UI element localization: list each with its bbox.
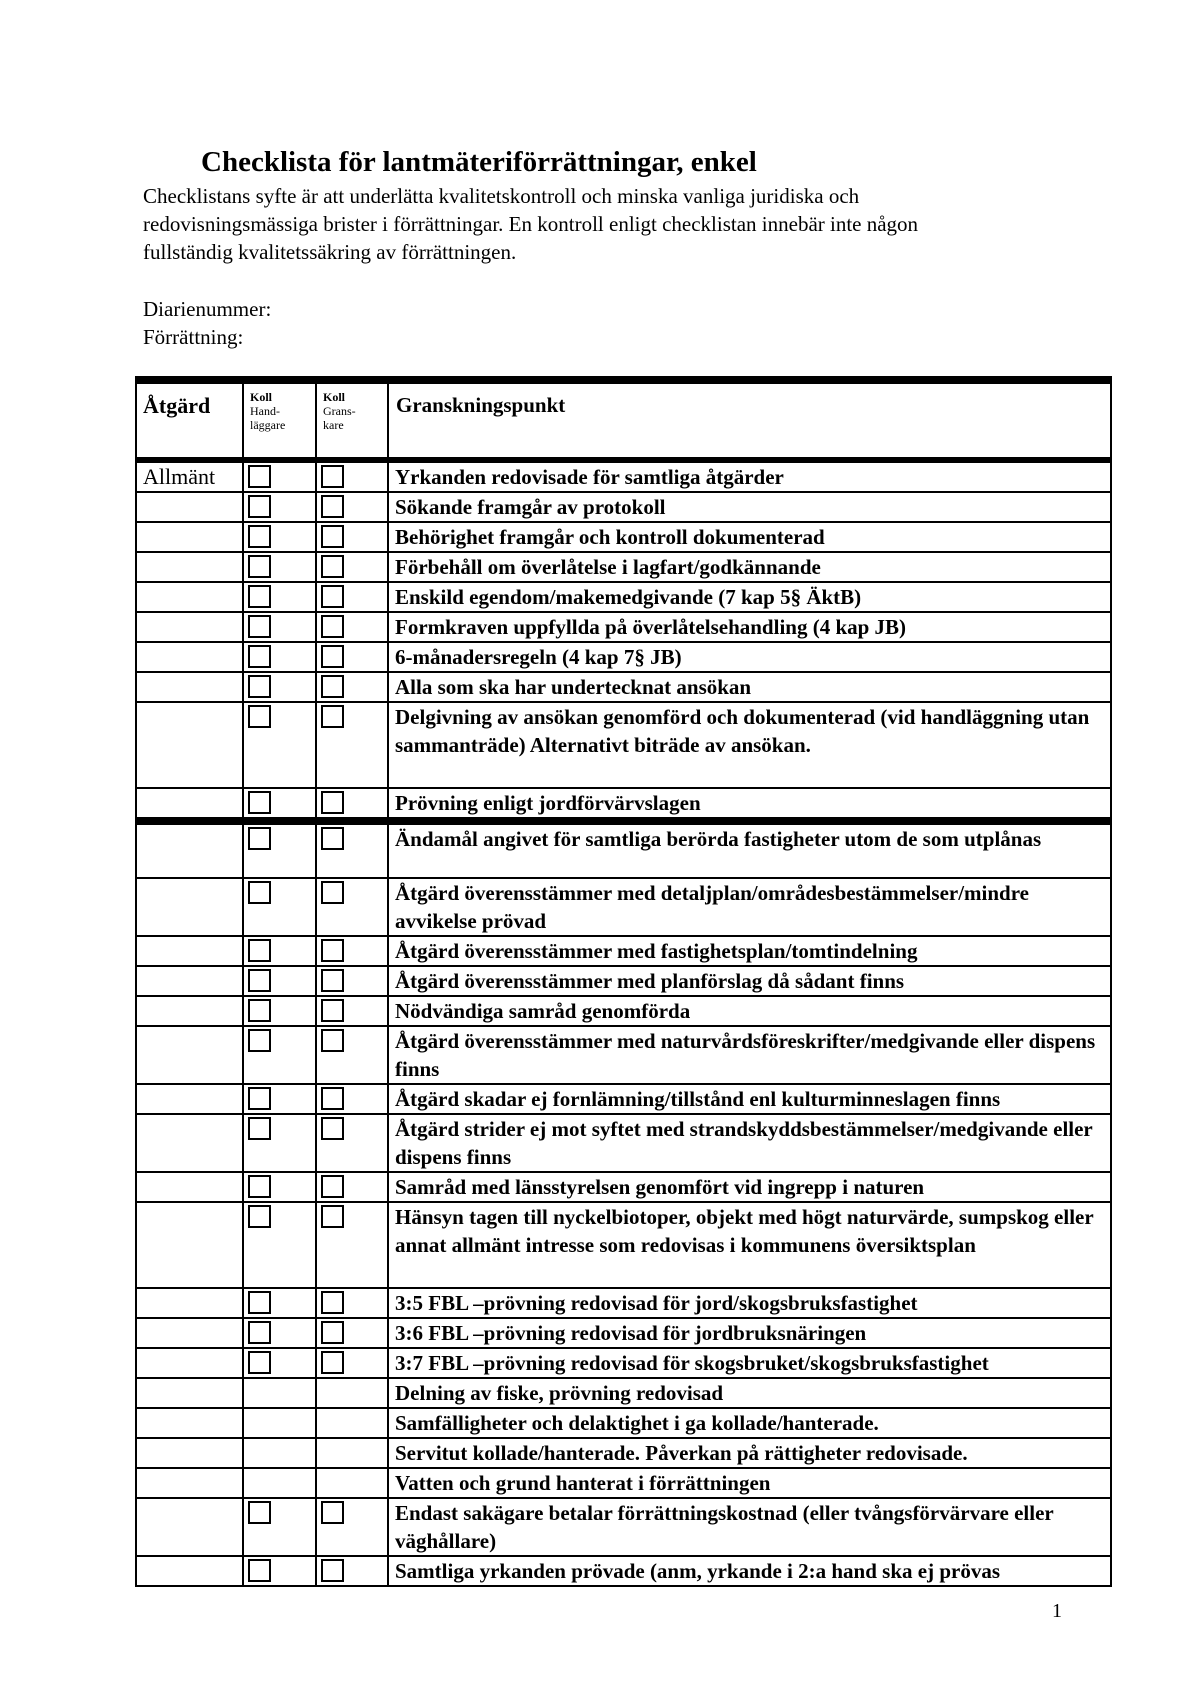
row-section: Allmänt [136, 460, 243, 492]
table-row [136, 1084, 1111, 1114]
row-section [136, 1408, 243, 1438]
koll-granskare-cell [316, 1468, 388, 1498]
koll-handlaggare-cell [243, 1378, 316, 1408]
koll-handlaggare-checkbox[interactable] [248, 791, 271, 814]
koll-granskare-cell [316, 492, 388, 522]
koll-granskare-cell [316, 552, 388, 582]
granskningspunkt-text: Samråd med länsstyrelsen genomfört vid ingrepp i naturen [388, 1172, 1111, 1202]
granskningspunkt-text: Samtliga yrkanden prövade (anm, yrkande i 2:a hand ska ej prövas [388, 1556, 1111, 1586]
table-row [136, 1438, 1111, 1468]
granskningspunkt-text: Endast sakägare betalar förrättningskostnad (eller tvångsförvärvare eller väghållare) [388, 1498, 1111, 1556]
row-section [136, 878, 243, 936]
table-row [136, 966, 1111, 996]
row-section [136, 996, 243, 1026]
koll-handlaggare-cell [243, 788, 316, 821]
table-row [136, 1026, 1111, 1084]
koll-granskare-checkbox[interactable] [321, 1321, 344, 1344]
granskningspunkt-text: Åtgärd överensstämmer med planförslag då sådant finns [388, 966, 1111, 996]
koll-handlaggare-checkbox[interactable] [248, 465, 271, 488]
row-section [136, 1378, 243, 1408]
koll-handlaggare-cell [243, 1114, 316, 1172]
row-section [136, 1202, 243, 1288]
table-row [136, 460, 1111, 492]
koll-granskare-cell [316, 1288, 388, 1318]
header-atgard: Åtgärd [136, 380, 243, 460]
table-row [136, 702, 1111, 788]
koll-granskare-checkbox[interactable] [321, 1501, 344, 1524]
koll-handlaggare-checkbox[interactable] [248, 1029, 271, 1052]
koll-handlaggare-checkbox[interactable] [248, 1321, 271, 1344]
koll-handlaggare-cell [243, 1468, 316, 1498]
forrattning-label: Förrättning: [143, 325, 244, 349]
table-row [136, 788, 1111, 821]
table-row [136, 1114, 1111, 1172]
table-row [136, 522, 1111, 552]
koll-granskare-cell [316, 460, 388, 492]
koll-granskare-cell [316, 612, 388, 642]
intro-line: fullständig kvalitetssäkring av förrättningen. [143, 240, 517, 264]
koll-granskare-cell [316, 1498, 388, 1556]
table-row [136, 996, 1111, 1026]
koll-granskare-checkbox[interactable] [321, 1559, 344, 1582]
koll-handlaggare-checkbox[interactable] [248, 881, 271, 904]
koll-granskare-cell [316, 996, 388, 1026]
row-section [136, 552, 243, 582]
koll-granskare-checkbox[interactable] [321, 881, 344, 904]
koll-handlaggare-cell [243, 878, 316, 936]
granskningspunkt-text: Formkraven uppfyllda på överlåtelsehandling (4 kap JB) [388, 612, 1111, 642]
intro-text [143, 182, 1103, 266]
koll-handlaggare-cell [243, 460, 316, 492]
koll-granskare-checkbox[interactable] [321, 1175, 344, 1198]
koll-granskare-cell [316, 1202, 388, 1288]
koll-handlaggare-checkbox[interactable] [248, 705, 271, 728]
koll-handlaggare-cell [243, 1026, 316, 1084]
row-section [136, 642, 243, 672]
table-row [136, 1498, 1111, 1556]
koll-handlaggare-checkbox[interactable] [248, 1117, 271, 1140]
row-section [136, 966, 243, 996]
koll-granskare-cell [316, 642, 388, 672]
granskningspunkt-text: Alla som ska har undertecknat ansökan [388, 672, 1111, 702]
koll-handlaggare-checkbox[interactable] [248, 1501, 271, 1524]
table-row [136, 1408, 1111, 1438]
koll-handlaggare-checkbox[interactable] [248, 1351, 271, 1374]
table-row [136, 821, 1111, 878]
koll-granskare-cell [316, 1318, 388, 1348]
checklist-body [136, 460, 1111, 1586]
koll-handlaggare-checkbox[interactable] [248, 675, 271, 698]
koll-granskare-cell [316, 1084, 388, 1114]
table-header-row [136, 380, 1111, 460]
koll-granskare-cell [316, 702, 388, 788]
row-section [136, 1438, 243, 1468]
row-section [136, 1318, 243, 1348]
row-section [136, 1468, 243, 1498]
header-koll-granskare-top: Koll [323, 390, 346, 404]
meta-fields [143, 295, 271, 351]
koll-handlaggare-cell [243, 672, 316, 702]
koll-handlaggare-checkbox[interactable] [248, 1175, 271, 1198]
koll-handlaggare-checkbox[interactable] [248, 555, 271, 578]
koll-handlaggare-cell [243, 642, 316, 672]
header-koll-handlaggare-line2: läggare [250, 418, 286, 432]
row-section [136, 702, 243, 788]
table-row [136, 642, 1111, 672]
header-koll-handlaggare-top: Koll [250, 390, 273, 404]
koll-handlaggare-checkbox[interactable] [248, 969, 271, 992]
row-section [136, 821, 243, 878]
koll-handlaggare-cell [243, 1202, 316, 1288]
table-row [136, 1172, 1111, 1202]
row-section [136, 1348, 243, 1378]
header-koll-handlaggare-line1: Hand- [250, 404, 280, 418]
koll-granskare-cell [316, 1408, 388, 1438]
koll-handlaggare-cell [243, 821, 316, 878]
intro-line: redovisningsmässiga brister i förrättningar. En kontroll enligt checklistan innebär inte någon [143, 212, 919, 236]
granskningspunkt-text: Åtgärd överensstämmer med fastighetsplan/tomtindelning [388, 936, 1111, 966]
table-row [136, 1288, 1111, 1318]
granskningspunkt-text: Förbehåll om överlåtelse i lagfart/godkännande [388, 552, 1111, 582]
koll-handlaggare-checkbox[interactable] [248, 827, 271, 850]
granskningspunkt-text: Nödvändiga samråd genomförda [388, 996, 1111, 1026]
koll-granskare-cell [316, 1438, 388, 1468]
koll-granskare-checkbox[interactable] [321, 1117, 344, 1140]
koll-handlaggare-cell [243, 1318, 316, 1348]
table-row [136, 612, 1111, 642]
koll-granskare-checkbox[interactable] [321, 585, 344, 608]
koll-handlaggare-checkbox[interactable] [248, 939, 271, 962]
checklist-table [135, 376, 1112, 1587]
koll-handlaggare-checkbox[interactable] [248, 1559, 271, 1582]
granskningspunkt-text: Åtgärd överensstämmer med detaljplan/områdesbestämmelser/mindre avvikelse prövad [388, 878, 1111, 936]
koll-handlaggare-checkbox[interactable] [248, 525, 271, 548]
table-row [136, 1348, 1111, 1378]
koll-handlaggare-checkbox[interactable] [248, 615, 271, 638]
koll-handlaggare-cell [243, 1438, 316, 1468]
koll-granskare-cell [316, 1348, 388, 1378]
koll-granskare-checkbox[interactable] [321, 675, 344, 698]
koll-handlaggare-cell [243, 996, 316, 1026]
koll-granskare-cell [316, 878, 388, 936]
granskningspunkt-text: Behörighet framgår och kontroll dokumenterad [388, 522, 1111, 552]
header-koll-granskare-line2: kare [323, 418, 344, 432]
koll-handlaggare-cell [243, 966, 316, 996]
koll-handlaggare-cell [243, 1408, 316, 1438]
koll-handlaggare-checkbox[interactable] [248, 495, 271, 518]
koll-granskare-cell [316, 936, 388, 966]
granskningspunkt-text: 3:7 FBL –prövning redovisad för skogsbruket/skogsbruksfastighet [388, 1348, 1111, 1378]
granskningspunkt-text: Servitut kollade/hanterade. Påverkan på rättigheter redovisade. [388, 1438, 1111, 1468]
granskningspunkt-text: Samfälligheter och delaktighet i ga kollade/hanterade. [388, 1408, 1111, 1438]
koll-handlaggare-cell [243, 612, 316, 642]
row-section [136, 672, 243, 702]
granskningspunkt-text: Delning av fiske, prövning redovisad [388, 1378, 1111, 1408]
koll-handlaggare-checkbox[interactable] [248, 585, 271, 608]
intro-line: Checklistans syfte är att underlätta kvalitetskontroll och minska vanliga juridiska och [143, 184, 860, 208]
koll-granskare-checkbox[interactable] [321, 1291, 344, 1314]
koll-handlaggare-cell [243, 1556, 316, 1586]
granskningspunkt-text: Hänsyn tagen till nyckelbiotoper, objekt med högt naturvärde, sumpskog eller annat allmänt intresse som redovisas i kommunens översiktsplan [388, 1202, 1111, 1288]
page-number: 1 [1052, 1600, 1062, 1622]
row-section [136, 1172, 243, 1202]
granskningspunkt-text: Prövning enligt jordförvärvslagen [388, 788, 1111, 821]
row-section [136, 1026, 243, 1084]
koll-granskare-checkbox[interactable] [321, 1029, 344, 1052]
koll-handlaggare-cell [243, 936, 316, 966]
granskningspunkt-text: 6-månadersregeln (4 kap 7§ JB) [388, 642, 1111, 672]
koll-handlaggare-cell [243, 1084, 316, 1114]
koll-granskare-checkbox[interactable] [321, 465, 344, 488]
row-section [136, 1556, 243, 1586]
koll-handlaggare-checkbox[interactable] [248, 1205, 271, 1228]
koll-granskare-cell [316, 1172, 388, 1202]
granskningspunkt-text: Åtgärd strider ej mot syftet med strandskyddsbestämmelser/medgivande eller dispens finns [388, 1114, 1111, 1172]
granskningspunkt-text: 3:5 FBL –prövning redovisad för jord/skogsbruksfastighet [388, 1288, 1111, 1318]
granskningspunkt-text: 3:6 FBL –prövning redovisad för jordbruksnäringen [388, 1318, 1111, 1348]
row-section [136, 1498, 243, 1556]
table-row [136, 492, 1111, 522]
row-section [136, 522, 243, 552]
koll-handlaggare-cell [243, 1288, 316, 1318]
koll-handlaggare-checkbox[interactable] [248, 645, 271, 668]
diarienummer-label: Diarienummer: [143, 297, 272, 321]
granskningspunkt-text: Sökande framgår av protokoll [388, 492, 1111, 522]
row-section [136, 1114, 243, 1172]
table-row [136, 1556, 1111, 1586]
table-row [136, 936, 1111, 966]
page-title: Checklista för lantmäteriförrättningar, enkel [201, 146, 757, 178]
granskningspunkt-text: Åtgärd skadar ej fornlämning/tillstånd enl kulturminneslagen finns [388, 1084, 1111, 1114]
koll-granskare-cell [316, 1378, 388, 1408]
koll-handlaggare-cell [243, 582, 316, 612]
row-section [136, 788, 243, 821]
granskningspunkt-text: Delgivning av ansökan genomförd och dokumenterad (vid handläggning utan sammanträde) Alternativt biträde av ansökan. [388, 702, 1111, 788]
table-row [136, 1468, 1111, 1498]
header-granskningspunkt: Granskningspunkt [388, 380, 1111, 460]
koll-granskare-cell [316, 1114, 388, 1172]
koll-granskare-cell [316, 966, 388, 996]
koll-handlaggare-cell [243, 492, 316, 522]
koll-handlaggare-checkbox[interactable] [248, 999, 271, 1022]
row-section [136, 1084, 243, 1114]
table-row [136, 1318, 1111, 1348]
granskningspunkt-text: Enskild egendom/makemedgivande (7 kap 5§ ÄktB) [388, 582, 1111, 612]
header-koll-granskare [316, 380, 388, 460]
koll-granskare-checkbox[interactable] [321, 999, 344, 1022]
koll-handlaggare-checkbox[interactable] [248, 1087, 271, 1110]
table-row [136, 1202, 1111, 1288]
koll-granskare-checkbox[interactable] [321, 939, 344, 962]
header-koll-handlaggare [243, 380, 316, 460]
koll-granskare-checkbox[interactable] [321, 1351, 344, 1374]
header-koll-granskare-line1: Grans- [323, 404, 356, 418]
table-row [136, 582, 1111, 612]
koll-handlaggare-cell [243, 702, 316, 788]
granskningspunkt-text: Åtgärd överensstämmer med naturvårdsföreskrifter/medgivande eller dispens finns [388, 1026, 1111, 1084]
koll-granskare-checkbox[interactable] [321, 495, 344, 518]
koll-granskare-cell [316, 582, 388, 612]
koll-granskare-checkbox[interactable] [321, 827, 344, 850]
koll-granskare-cell [316, 821, 388, 878]
koll-granskare-checkbox[interactable] [321, 705, 344, 728]
granskningspunkt-text: Yrkanden redovisade för samtliga åtgärder [388, 460, 1111, 492]
koll-granskare-checkbox[interactable] [321, 525, 344, 548]
koll-handlaggare-cell [243, 1172, 316, 1202]
koll-granskare-checkbox[interactable] [321, 555, 344, 578]
table-row [136, 878, 1111, 936]
table-row [136, 672, 1111, 702]
koll-handlaggare-cell [243, 552, 316, 582]
koll-granskare-cell [316, 1556, 388, 1586]
koll-granskare-cell [316, 1026, 388, 1084]
koll-handlaggare-cell [243, 522, 316, 552]
row-section [136, 582, 243, 612]
table-row [136, 1378, 1111, 1408]
koll-granskare-cell [316, 522, 388, 552]
row-section [136, 492, 243, 522]
row-section [136, 1288, 243, 1318]
koll-granskare-checkbox[interactable] [321, 969, 344, 992]
koll-granskare-checkbox[interactable] [321, 615, 344, 638]
koll-handlaggare-cell [243, 1498, 316, 1556]
koll-granskare-checkbox[interactable] [321, 645, 344, 668]
koll-granskare-cell [316, 672, 388, 702]
koll-granskare-cell [316, 788, 388, 821]
granskningspunkt-text: Vatten och grund hanterat i förrättningen [388, 1468, 1111, 1498]
row-section [136, 612, 243, 642]
koll-handlaggare-cell [243, 1348, 316, 1378]
row-section [136, 936, 243, 966]
koll-granskare-checkbox[interactable] [321, 791, 344, 814]
koll-granskare-checkbox[interactable] [321, 1205, 344, 1228]
table-row [136, 552, 1111, 582]
granskningspunkt-text: Ändamål angivet för samtliga berörda fastigheter utom de som utplånas [388, 821, 1111, 878]
koll-granskare-checkbox[interactable] [321, 1087, 344, 1110]
koll-handlaggare-checkbox[interactable] [248, 1291, 271, 1314]
